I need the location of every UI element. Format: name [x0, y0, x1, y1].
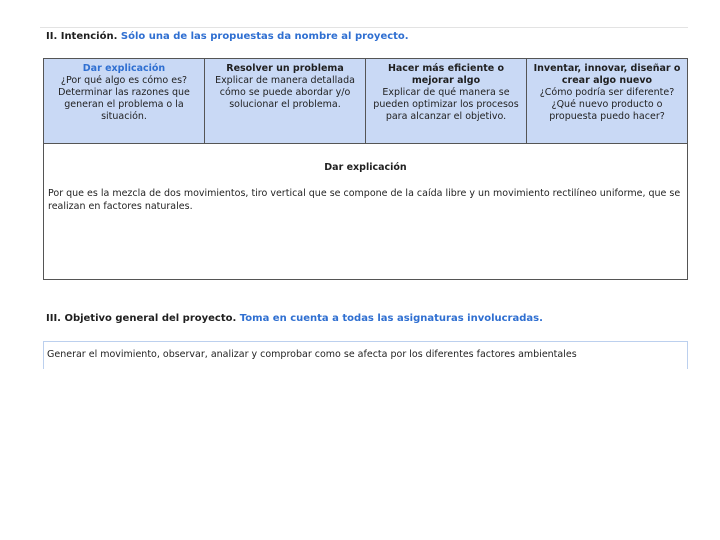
option-description: Explicar de qué manera se pueden optimizar los procesos para alcanzar el objetivo. [373, 87, 519, 122]
top-divider [40, 27, 688, 28]
option-title: Hacer más eficiente o mejorar algo [387, 63, 505, 86]
options-row [44, 59, 687, 144]
option-title: Resolver un problema [226, 63, 344, 74]
option-inventar [527, 59, 687, 143]
intention-options-table [43, 58, 688, 280]
option-description: ¿Por qué algo es cómo es? Determinar las razones que generan el problema o la situación. [58, 75, 190, 122]
objective-answer-text: Generar el movimiento, observar, analizar y comprobar como se afecta por los diferentes factores ambientales [47, 349, 577, 360]
option-description: ¿Cómo podría ser diferente? ¿Qué nuevo producto o propuesta puedo hacer? [539, 87, 675, 122]
option-dar-explicacion [44, 59, 205, 143]
section-objective-title: III. Objetivo general del proyecto. [46, 313, 237, 324]
section-intention-title: II. Intención. [46, 31, 118, 42]
objective-answer-field[interactable] [43, 341, 688, 369]
option-description: Explicar de manera detallada cómo se puede abordar y/o solucionar el problema. [215, 75, 355, 110]
option-title: Inventar, innovar, diseñar o crear algo nuevo [533, 63, 681, 86]
option-title: Dar explicación [82, 63, 166, 74]
section-objective-heading [46, 312, 688, 325]
option-mejorar [366, 59, 527, 143]
section-intention-instruction: Sólo una de las propuestas da nombre al proyecto. [120, 31, 409, 42]
option-resolver-problema [205, 59, 366, 143]
answer-text[interactable]: Por que es la mezcla de dos movimientos, tiro vertical que se compone de la caída libre y un movimiento rectilíneo uniforme, que se realizan en factores naturales. [48, 188, 681, 212]
answer-title: Dar explicación [324, 162, 407, 173]
section-intention-heading [46, 30, 688, 43]
section-objective-instruction: Toma en cuenta a todas las asignaturas involucradas. [239, 313, 543, 324]
